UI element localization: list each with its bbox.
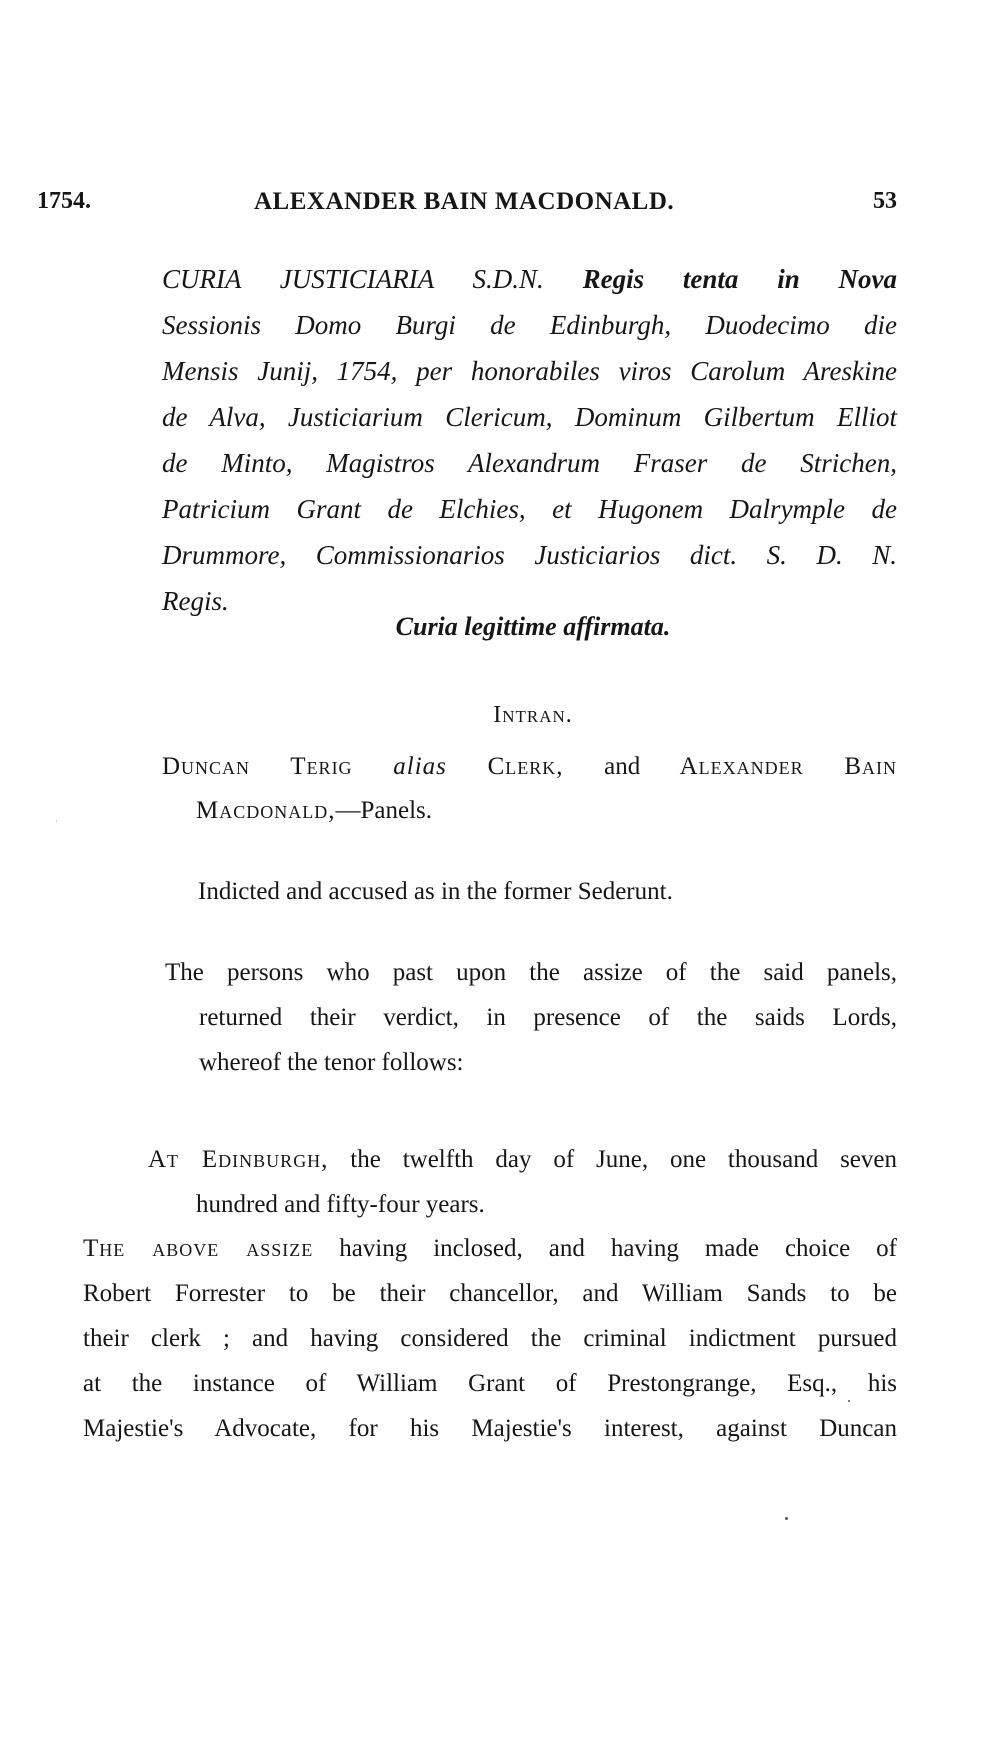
curia-title: CURIA JUSTICIARIA S.D.N.	[162, 264, 583, 294]
panel-name: Macdonald,	[196, 797, 336, 824]
curia-line	[162, 256, 897, 302]
scan-speck	[785, 1517, 788, 1520]
curia-line: de Alva, Justiciarium Clericum, Dominum Gilbertum Elliot	[162, 402, 897, 432]
scan-speck	[56, 820, 57, 822]
panels-suffix: —Panels.	[335, 797, 433, 824]
curia-line: Regis.	[162, 586, 229, 616]
persons-line: The persons who past upon the assize of the said panels,	[165, 959, 897, 986]
running-header	[37, 188, 897, 224]
curia-affirmation: Curia legittime affirmata.	[395, 612, 671, 641]
verdict-line: Majestie's Advocate, for his Majestie's interest, against Duncan	[83, 1415, 897, 1442]
persons-paragraph	[165, 950, 897, 1085]
verdict-lead: The above assize	[83, 1235, 314, 1262]
verdict-line: at the instance of William Grant of Prestongrange, Esq., his	[83, 1370, 897, 1397]
curia-line: Mensis Junij, 1754, per honorabiles viros Carolum Areskine	[162, 356, 897, 386]
scan-speck	[172, 1416, 173, 1417]
panel-name: Alexander Bain	[679, 753, 897, 780]
at-edinburgh-line	[148, 1137, 897, 1182]
persons-line: returned their verdict, in presence of the saids Lords,	[199, 1004, 897, 1031]
verdict-line: Robert Forrester to be their chancellor, and William Sands to be	[83, 1280, 897, 1307]
verdict-line: their clerk ; and having considered the criminal indictment pursued	[83, 1325, 897, 1352]
curia-line: de Minto, Magistros Alexandrum Fraser de Strichen,	[162, 448, 897, 478]
header-year: 1754.	[37, 188, 91, 214]
at-edinburgh-text: the twelfth day of June, one thousand seven	[328, 1146, 897, 1173]
curia-line: Drummore, Commissionarios Justiciarios dict. S. D. N.	[162, 540, 897, 570]
and-word: and	[604, 753, 641, 780]
intran-heading: Intran.	[493, 702, 573, 728]
verdict-text: having inclosed, and having made choice of	[313, 1235, 897, 1262]
alias-word: alias	[393, 753, 447, 780]
at-edinburgh-paragraph	[148, 1137, 897, 1227]
verdict-line	[83, 1226, 897, 1271]
persons-line: whereof the tenor follows:	[199, 1049, 464, 1076]
curia-line: Sessionis Domo Burgi de Edinburgh, Duodecimo die	[162, 310, 897, 340]
panel-name: Duncan Terig	[162, 753, 353, 780]
at-edinburgh-line: hundred and fifty-four years.	[196, 1191, 485, 1218]
at-edinburgh-lead: At Edinburgh,	[148, 1146, 329, 1173]
scan-speck	[848, 1400, 850, 1402]
panels-paragraph	[162, 745, 897, 833]
page-number: 53	[873, 188, 897, 214]
panels-line	[162, 789, 897, 833]
curia-line: Patricium Grant de Elchies, et Hugonem Dalrymple de	[162, 494, 897, 524]
panel-name: Clerk,	[487, 753, 564, 780]
curia-paragraph	[162, 256, 897, 624]
curia-line-text: Regis tenta in Nova	[582, 264, 897, 294]
panels-line	[162, 745, 897, 789]
indicted-line: Indicted and accused as in the former Sederunt.	[198, 878, 673, 905]
verdict-paragraph	[83, 1226, 897, 1451]
header-title: ALEXANDER BAIN MACDONALD.	[254, 188, 675, 215]
